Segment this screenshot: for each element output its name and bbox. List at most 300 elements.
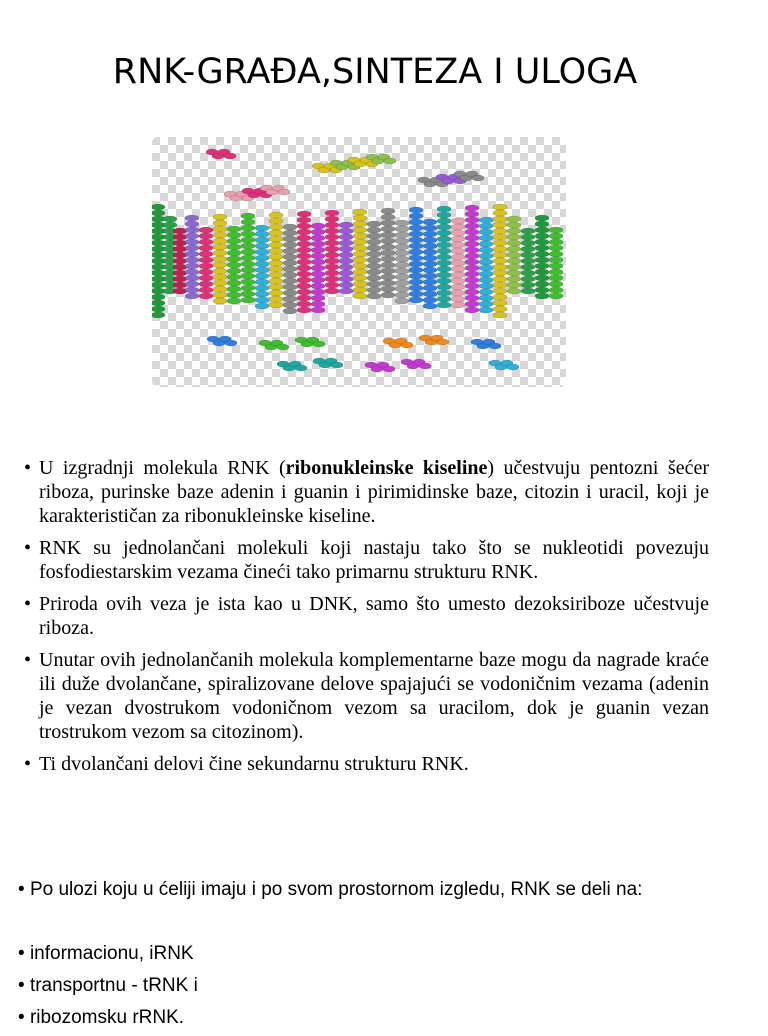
helix-segment <box>535 269 549 275</box>
helix-segment <box>185 275 199 281</box>
bullet-icon: • <box>18 975 25 996</box>
helix-segment <box>367 293 381 299</box>
helix-segment <box>339 246 353 252</box>
helix-segment <box>213 214 227 220</box>
helix-segment <box>451 224 465 230</box>
helix-segment <box>437 284 451 290</box>
helix-segment <box>339 234 353 240</box>
helix-segment <box>521 270 535 276</box>
helix-segment <box>367 251 381 257</box>
helix-segment <box>255 303 269 309</box>
helix-segment <box>465 307 479 313</box>
loop-segment <box>313 341 325 347</box>
helix-segment <box>437 290 451 296</box>
bullet-icon: • <box>18 1007 25 1028</box>
helix-segment <box>199 251 213 257</box>
helix-segment <box>199 233 213 239</box>
helix-segment <box>423 249 437 255</box>
helix-segment <box>437 260 451 266</box>
helix-segment <box>227 232 241 238</box>
helix-segment <box>367 275 381 281</box>
helix-segment <box>381 232 395 238</box>
helix-segment <box>353 263 367 269</box>
helix-segment <box>213 226 227 232</box>
helix-segment <box>227 250 241 256</box>
helix-segment <box>493 252 507 258</box>
helix-segment <box>199 275 213 281</box>
helix-segment <box>199 263 213 269</box>
helix-segment <box>241 267 255 273</box>
helix-segment <box>269 224 283 230</box>
helix-segment <box>213 250 227 256</box>
helix-segment <box>423 237 437 243</box>
loop-segment <box>489 343 501 349</box>
helix-segment <box>521 228 535 234</box>
helix-segment <box>227 268 241 274</box>
helix-segment <box>152 204 165 210</box>
helix-segment <box>353 287 367 293</box>
helix-segment <box>493 306 507 312</box>
helix-segment <box>465 241 479 247</box>
helix-segment <box>339 288 353 294</box>
helix-segment <box>395 262 409 268</box>
helix-segment <box>255 225 269 231</box>
helix-segment <box>437 248 451 254</box>
helix-segment <box>185 221 199 227</box>
helix-segment <box>507 216 521 222</box>
helix-segment <box>381 274 395 280</box>
helix-segment <box>325 264 339 270</box>
helix-segment <box>521 264 535 270</box>
helix-segment <box>381 256 395 262</box>
helix-segment <box>213 262 227 268</box>
helix-segment <box>409 273 423 279</box>
helix-segment <box>465 277 479 283</box>
helix-segment <box>367 233 381 239</box>
helix-segment <box>409 243 423 249</box>
helix-segment <box>493 222 507 228</box>
helix-segment <box>339 252 353 258</box>
helix-segment <box>549 251 563 257</box>
helix-segment <box>479 271 493 277</box>
helix-segment <box>227 286 241 292</box>
helix-segment <box>437 218 451 224</box>
helix-segment <box>493 300 507 306</box>
helix-segment <box>283 248 297 254</box>
bullet-icon: • <box>24 593 32 615</box>
loop-segment <box>331 362 343 368</box>
helix-segment <box>437 206 451 212</box>
helix-segment <box>297 277 311 283</box>
helix-segment <box>283 308 297 314</box>
helix-segment <box>353 209 367 215</box>
helix-segment <box>493 294 507 300</box>
helix-segment <box>465 265 479 271</box>
helix-segment <box>465 235 479 241</box>
helix-segment <box>325 222 339 228</box>
helix-segment <box>409 237 423 243</box>
helix-segment <box>381 208 395 214</box>
helix-segment <box>269 212 283 218</box>
helix-segment <box>479 259 493 265</box>
helix-segment <box>227 238 241 244</box>
helix-segment <box>163 222 177 228</box>
helix-segment <box>465 211 479 217</box>
helix-segment <box>409 261 423 267</box>
helix-segment <box>367 269 381 275</box>
helix-segment <box>311 271 325 277</box>
helix-segment <box>283 230 297 236</box>
helix-segment <box>395 220 409 226</box>
helix-segment <box>549 269 563 275</box>
helix-segment <box>241 249 255 255</box>
helix-segment <box>339 228 353 234</box>
helix-segment <box>451 260 465 266</box>
helix-segment <box>185 245 199 251</box>
helix-segment <box>409 207 423 213</box>
bold-term: ribonukleinske kiseline <box>285 457 488 479</box>
helix-segment <box>185 227 199 233</box>
helix-segment <box>451 218 465 224</box>
helix-segment <box>185 287 199 293</box>
helix-segment <box>423 255 437 261</box>
helix-segment <box>163 216 177 222</box>
helix-segment <box>297 271 311 277</box>
helix-segment <box>152 294 165 300</box>
helix-segment <box>297 289 311 295</box>
helix-segment <box>325 258 339 264</box>
helix-segment <box>493 204 507 210</box>
helix-segment <box>311 229 325 235</box>
helix-segment <box>549 245 563 251</box>
helix-segment <box>311 235 325 241</box>
helix-segment <box>423 231 437 237</box>
helix-segment <box>227 226 241 232</box>
helix-segment <box>395 280 409 286</box>
helix-segment <box>353 269 367 275</box>
helix-segment <box>479 235 493 241</box>
helix-segment <box>283 254 297 260</box>
helix-segment <box>353 233 367 239</box>
loop-segment <box>401 342 413 348</box>
helix-segment <box>493 276 507 282</box>
helix-segment <box>325 270 339 276</box>
helix-segment <box>423 285 437 291</box>
helix-segment <box>423 291 437 297</box>
helix-segment <box>437 296 451 302</box>
list-item: • Priroda ovih veza je ista kao u DNK, samo što umesto dezoksiriboze učestvuje riboza. <box>24 593 709 639</box>
helix-segment <box>451 272 465 278</box>
helix-segment <box>185 257 199 263</box>
helix-segment <box>479 277 493 283</box>
helix-segment <box>423 303 437 309</box>
helix-segment <box>451 284 465 290</box>
helix-segment <box>283 284 297 290</box>
helix-segment <box>521 246 535 252</box>
helix-segment <box>493 210 507 216</box>
helix-segment <box>423 225 437 231</box>
helix-segment <box>241 273 255 279</box>
helix-segment <box>213 232 227 238</box>
bullet-icon: • <box>24 753 32 775</box>
bullet-icon: • <box>18 879 25 900</box>
helix-segment <box>479 241 493 247</box>
helix-segment <box>493 216 507 222</box>
helix-segment <box>395 286 409 292</box>
helix-segment <box>381 286 395 292</box>
helix-segment <box>269 218 283 224</box>
helix-segment <box>451 296 465 302</box>
helix-segment <box>185 281 199 287</box>
helix-segment <box>283 302 297 308</box>
helix-segment <box>311 289 325 295</box>
helix-segment <box>493 282 507 288</box>
helix-segment <box>311 295 325 301</box>
helix-segment <box>409 297 423 303</box>
helix-segment <box>409 267 423 273</box>
helix-segment <box>241 237 255 243</box>
loop-segment <box>277 344 289 350</box>
list-item: • informacionu, iRNK <box>18 943 194 964</box>
helix-segment <box>227 244 241 250</box>
helix-segment <box>409 219 423 225</box>
helix-segment <box>213 274 227 280</box>
helix-segment <box>479 295 493 301</box>
helix-segment <box>152 210 165 216</box>
rna-structure-bullets <box>24 456 709 784</box>
helix-segment <box>339 222 353 228</box>
helix-segment <box>353 257 367 263</box>
helix-segment <box>213 268 227 274</box>
helix-segment <box>507 270 521 276</box>
helix-segment <box>535 281 549 287</box>
helix-segment <box>423 219 437 225</box>
helix-segment <box>423 297 437 303</box>
helix-segment <box>423 243 437 249</box>
loop-segment <box>225 340 237 346</box>
helix-segment <box>213 238 227 244</box>
helix-segment <box>325 228 339 234</box>
loop-segment <box>419 363 431 369</box>
page-title: RNK-GRAĐA,SINTEZA I ULOGA <box>112 52 638 92</box>
helix-segment <box>241 291 255 297</box>
helix-segment <box>241 297 255 303</box>
helix-segment <box>479 229 493 235</box>
helix-segment <box>423 261 437 267</box>
helix-segment <box>549 293 563 299</box>
helix-segment <box>535 221 549 227</box>
helix-segment <box>423 279 437 285</box>
helix-segment <box>269 236 283 242</box>
helix-segment <box>423 267 437 273</box>
helix-segment <box>493 270 507 276</box>
helix-segment <box>269 260 283 266</box>
helix-segment <box>311 223 325 229</box>
helix-segment <box>255 243 269 249</box>
helix-segment <box>479 265 493 271</box>
helix-segment <box>535 233 549 239</box>
helix-segment <box>283 236 297 242</box>
helix-segment <box>521 234 535 240</box>
helix-segment <box>353 221 367 227</box>
helix-segment <box>395 274 409 280</box>
list-item: • Po ulozi koju u ćeliji imaju i po svom prostornom izgledu, RNK se deli na: <box>18 879 643 900</box>
helix-segment <box>227 262 241 268</box>
helix-segment <box>283 242 297 248</box>
helix-segment <box>241 243 255 249</box>
helix-segment <box>395 238 409 244</box>
helix-segment <box>325 240 339 246</box>
helix-segment <box>297 235 311 241</box>
helix-segment <box>255 261 269 267</box>
helix-segment <box>269 242 283 248</box>
helix-segment <box>255 285 269 291</box>
helix-segment <box>283 272 297 278</box>
helix-segment <box>152 306 165 312</box>
helix-segment <box>437 278 451 284</box>
helix-segment <box>213 286 227 292</box>
helix-segment <box>255 231 269 237</box>
helix-segment <box>493 240 507 246</box>
helix-segment <box>353 227 367 233</box>
helix-segment <box>367 263 381 269</box>
helix-segment <box>185 263 199 269</box>
helix-segment <box>465 229 479 235</box>
helix-segment <box>367 245 381 251</box>
helix-segment <box>479 301 493 307</box>
helix-segment <box>409 249 423 255</box>
helix-segment <box>152 300 165 306</box>
helix-segment <box>241 219 255 225</box>
helix-segment <box>311 241 325 247</box>
list-item: • RNK su jednolančani molekuli koji nastaju tako što se nukleotidi povezuju fosfodiestarskim vezama čineći tako primarnu strukturu RNK. <box>24 537 709 583</box>
helix-segment <box>507 240 521 246</box>
helix-segment <box>325 288 339 294</box>
helix-segment <box>255 291 269 297</box>
helix-segment <box>297 259 311 265</box>
helix-segment <box>451 266 465 272</box>
helix-segment <box>521 258 535 264</box>
helix-segment <box>521 282 535 288</box>
helix-segment <box>507 246 521 252</box>
helix-segment <box>535 245 549 251</box>
list-item: • Unutar ovih jednolančanih molekula komplementarne baze mogu da nagrade kraće ili duže dvolančane, spiralizovane delove spajajući se vodoničnim vezama (adenin je vezan dvostrukom vodoničnom vezom sa uracilom, dok je guanin vezan trostrukom vezom sa citozinom). <box>24 649 709 743</box>
helix-segment <box>269 278 283 284</box>
helix-segment <box>395 244 409 250</box>
helix-segment <box>199 287 213 293</box>
helix-segment <box>395 292 409 298</box>
helix-segment <box>353 245 367 251</box>
helix-segment <box>311 259 325 265</box>
helix-segment <box>311 253 325 259</box>
helix-segment <box>297 295 311 301</box>
helix-segment <box>395 226 409 232</box>
helix-segment <box>353 239 367 245</box>
helix-segment <box>507 276 521 282</box>
helix-segment <box>311 307 325 313</box>
helix-segment <box>199 269 213 275</box>
bullet-icon: • <box>24 649 32 671</box>
helix-segment <box>241 285 255 291</box>
helix-segment <box>479 253 493 259</box>
helix-segment <box>297 283 311 289</box>
helix-segment <box>311 283 325 289</box>
helix-segment <box>535 251 549 257</box>
helix-segment <box>297 241 311 247</box>
helix-segment <box>465 301 479 307</box>
helix-segment <box>283 290 297 296</box>
rna-types-section <box>18 876 738 1036</box>
helix-segment <box>549 263 563 269</box>
helix-segment <box>381 268 395 274</box>
helix-segment <box>381 238 395 244</box>
bullet-icon: • <box>24 537 32 559</box>
helix-segment <box>199 245 213 251</box>
helix-segment <box>437 230 451 236</box>
helix-segment <box>409 225 423 231</box>
helix-segment <box>493 228 507 234</box>
helix-segment <box>353 275 367 281</box>
helix-segment <box>227 292 241 298</box>
helix-segment <box>395 256 409 262</box>
helix-segment <box>367 227 381 233</box>
helix-segment <box>283 266 297 272</box>
helix-segment <box>535 227 549 233</box>
helix-segment <box>381 226 395 232</box>
helix-segment <box>311 301 325 307</box>
loop-segment <box>224 153 236 159</box>
helix-segment <box>465 253 479 259</box>
helix-segment <box>297 307 311 313</box>
helix-segment <box>381 220 395 226</box>
helix-segment <box>297 223 311 229</box>
helix-segment <box>451 278 465 284</box>
helix-segment <box>367 239 381 245</box>
helix-segment <box>185 215 199 221</box>
helix-segment <box>409 255 423 261</box>
helix-segment <box>507 234 521 240</box>
helix-segment <box>353 251 367 257</box>
helix-segment <box>325 252 339 258</box>
helix-segment <box>283 224 297 230</box>
helix-segment <box>493 234 507 240</box>
list-item: • Ti dvolančani delovi čine sekundarnu strukturu RNK. <box>24 753 469 775</box>
helix-segment <box>283 260 297 266</box>
helix-segment <box>269 302 283 308</box>
helix-segment <box>367 221 381 227</box>
helix-segment <box>255 267 269 273</box>
helix-segment <box>451 248 465 254</box>
helix-segment <box>255 279 269 285</box>
helix-segment <box>437 224 451 230</box>
helix-segment <box>367 281 381 287</box>
loop-segment <box>384 158 396 164</box>
helix-segment <box>549 227 563 233</box>
helix-segment <box>283 296 297 302</box>
helix-segment <box>269 284 283 290</box>
helix-segment <box>395 268 409 274</box>
helix-segment <box>255 255 269 261</box>
helix-segment <box>269 296 283 302</box>
helix-segment <box>185 239 199 245</box>
helix-segment <box>255 273 269 279</box>
helix-segment <box>227 274 241 280</box>
helix-segment <box>367 287 381 293</box>
helix-segment <box>325 246 339 252</box>
helix-segment <box>451 254 465 260</box>
helix-segment <box>381 250 395 256</box>
helix-segment <box>325 234 339 240</box>
